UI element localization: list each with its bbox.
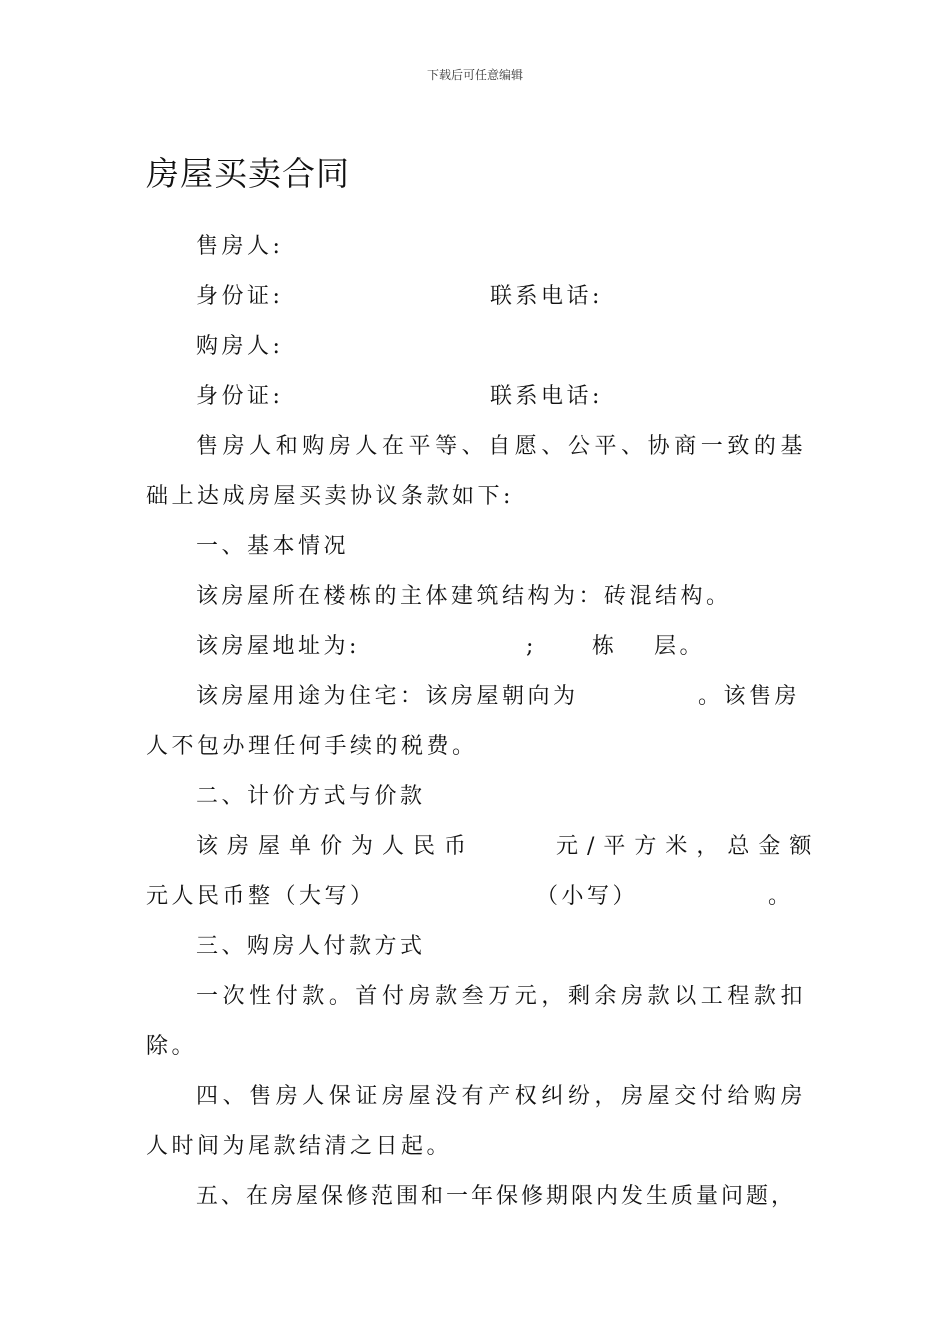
- price-line-2-a: 元人民币整（大写）: [146, 884, 376, 909]
- section-4-line-1: 四、售房人保证房屋没有产权纠纷，房屋交付给购房: [196, 1084, 806, 1109]
- price-line-2-b: （小写）: [536, 884, 639, 909]
- section-4-line-2: 人时间为尾款结清之日起。: [146, 1134, 453, 1159]
- address-label: 该房屋地址为:: [196, 634, 360, 659]
- seller-phone-label: 联系电话:: [490, 284, 603, 309]
- payment-clause-line-2: 除。: [146, 1034, 198, 1059]
- intro-line-2: 础上达成房屋买卖协议条款如下:: [146, 484, 514, 509]
- address-separator: ;: [526, 634, 537, 659]
- buyer-id-label: 身份证:: [196, 384, 284, 409]
- building-label: 栋: [592, 634, 618, 659]
- section-3-heading: 三、购房人付款方式: [196, 934, 426, 959]
- usage-clause-a: 该房屋用途为住宅：该房屋朝向为: [196, 684, 579, 709]
- seller-id-label: 身份证:: [196, 284, 284, 309]
- seller-label: 售房人:: [196, 234, 284, 259]
- buyer-phone-label: 联系电话:: [490, 384, 603, 409]
- document-title: 房屋买卖合同: [146, 154, 350, 193]
- price-clause-a: 该房屋单价为人民币: [196, 834, 476, 859]
- section-2-heading: 二、计价方式与价款: [196, 784, 426, 809]
- structure-clause: 该房屋所在楼栋的主体建筑结构为：砖混结构。: [196, 584, 732, 609]
- buyer-label: 购房人:: [196, 334, 284, 359]
- floor-label: 层。: [654, 634, 706, 659]
- section-5-line-1: 五、在房屋保修范围和一年保修期限内发生质量问题，: [196, 1184, 797, 1209]
- usage-clause-line-2: 人不包办理任何手续的税费。: [146, 734, 478, 759]
- section-1-heading: 一、基本情况: [196, 534, 350, 559]
- usage-clause-b: 。该售房: [698, 684, 801, 709]
- payment-clause-line-1: 一次性付款。首付房款叁万元，剩余房款以工程款扣: [196, 984, 806, 1009]
- intro-line-1: 售房人和购房人在平等、自愿、公平、协商一致的基: [196, 434, 806, 459]
- header-note: 下载后可任意编辑: [426, 68, 523, 82]
- price-clause-b: 元/平方米，总金额: [556, 834, 821, 859]
- price-line-2-c: 。: [768, 884, 794, 909]
